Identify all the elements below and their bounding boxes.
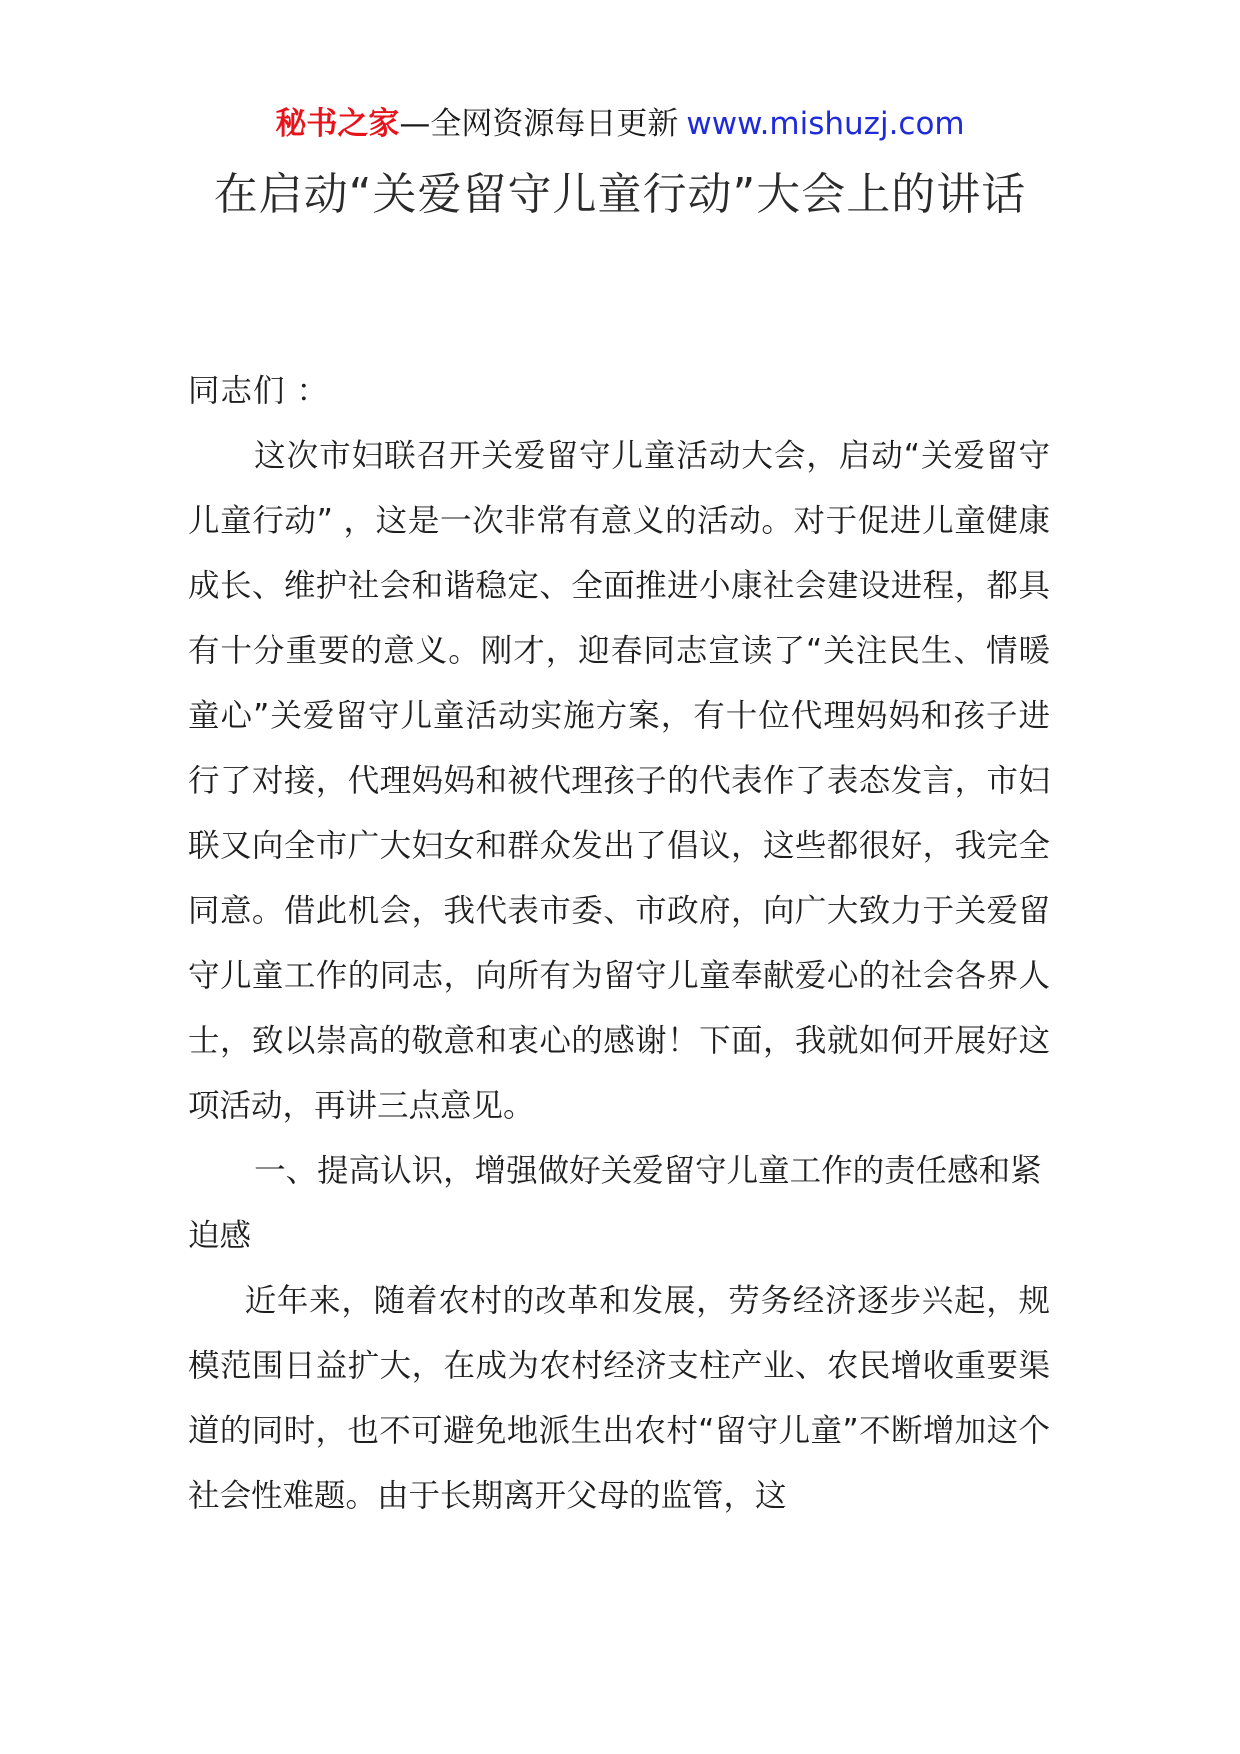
site-name: 秘书之家	[275, 106, 400, 142]
site-url-link[interactable]: www.mishuzj.com	[686, 106, 965, 142]
section-paragraph: 近年来，随着农村的改革和发展，劳务经济逐步兴起，规模范围日益扩大，在成为农村经济支柱产业、农民增收重要渠道的同时，也不可避免地派生出农村“留守儿童”不断增加这个社会性难题。由于长期离开父母的监管，这	[188, 1283, 1050, 1514]
document-title: 在启动“关爱留守儿童行动”大会上的讲话	[213, 169, 1027, 220]
salutation: 同志们 ：	[188, 373, 330, 409]
site-slogan: —全网资源每日更新	[399, 106, 679, 142]
document-body	[188, 359, 1050, 1529]
body-paragraph: 这次市妇联召开关爱留守儿童活动大会，启动“关爱留守儿童行动” ，这是一次非常有意义的活动。对于促进儿童健康成长、维护社会和谐稳定、全面推进小康社会建设进程，都具有十分重要的意义。刚才，迎春同志宣读了“关注民生、情暖童心”关爱留守儿童活动实施方案，有十位代理妈妈和孩子进行了对接，代理妈妈和被代理孩子的代表作了表态发言，市妇联又向全市广大妇女和群众发出了倡议，这些都很好，我完全同意。借此机会，我代表市委、市政府，向广大致力于关爱留守儿童工作的同志，向所有为留守儿童奉献爱心的社会各界人士，致以崇高的敬意和衷心的感谢！下面，我就如何开展好这项活动，再讲三点意见。	[188, 438, 1050, 1124]
site-header-banner	[0, 104, 1240, 144]
section-heading: 一、提高认识，增强做好关爱留守儿童工作的责任感和紧迫感	[188, 1153, 1042, 1254]
